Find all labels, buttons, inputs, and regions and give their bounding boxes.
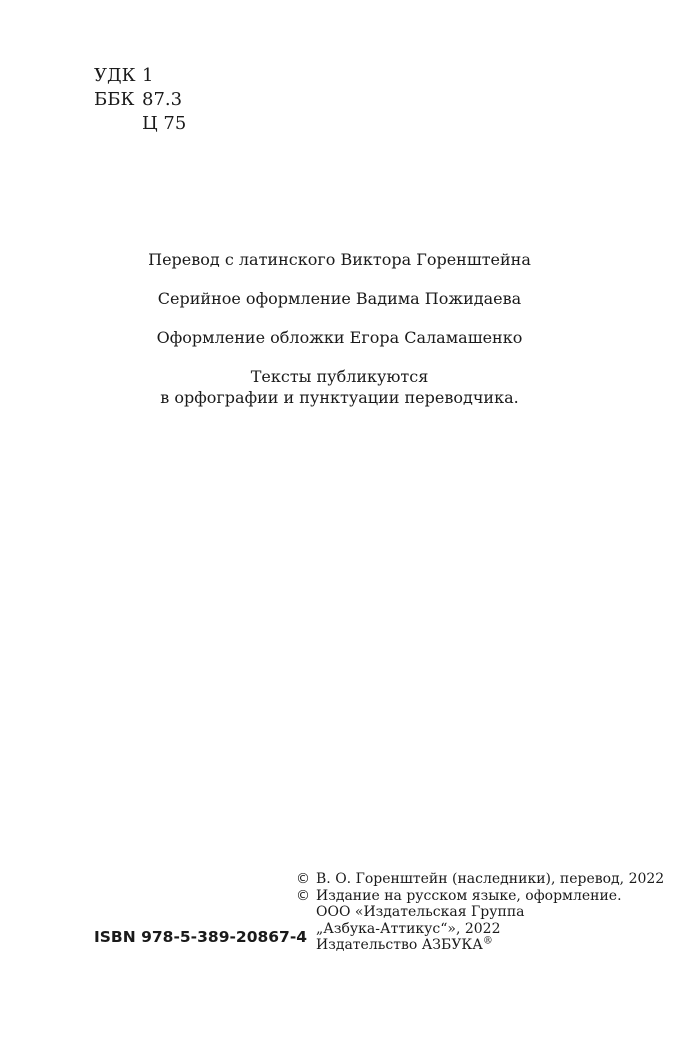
- classification-block: [94, 64, 186, 136]
- udk-label: УДК: [94, 65, 136, 86]
- bbk-value: 87.3: [142, 89, 183, 110]
- copyright-line-2: Издание на русском языке, оформление.: [316, 887, 622, 904]
- bbk-row: [94, 88, 186, 112]
- udk-value: 1: [142, 65, 154, 86]
- series-design-credit: Серийное оформление Вадима Пожидаева: [157, 289, 522, 308]
- copyright-block: [296, 871, 664, 954]
- translation-credit: Перевод с латинского Виктора Горенштейна: [148, 250, 531, 269]
- udk-row: [94, 64, 186, 88]
- registered-mark: ®: [482, 935, 493, 947]
- copyright-row-translation: [296, 871, 664, 888]
- copyright-line-5: Издательство АЗБУКА: [316, 937, 483, 953]
- author-mark-row: [94, 112, 186, 136]
- note-line-2: в орфографии и пунктуации переводчика.: [160, 388, 519, 407]
- copyright-sign: ©: [296, 887, 310, 904]
- copyright-line-4: „Азбука-Аттикус“», 2022: [316, 920, 501, 937]
- note-line-1: Тексты публикуются: [250, 367, 429, 386]
- author-mark: Ц 75: [142, 113, 187, 134]
- orthography-note: [0, 366, 679, 408]
- copyright-row-edition: [296, 888, 664, 905]
- copyright-line-3: ООО «Издательская Группа: [316, 904, 525, 920]
- isbn: ISBN 978-5-389-20867-4: [94, 928, 308, 946]
- publisher-line: [296, 937, 664, 954]
- bbk-label: ББК: [94, 89, 135, 110]
- copyright-sign: ©: [296, 871, 310, 887]
- cover-design-credit: Оформление обложки Егора Саламашенко: [156, 328, 523, 347]
- copyright-line-1: В. О. Горенштейн (наследники), перевод, 2022: [316, 871, 665, 887]
